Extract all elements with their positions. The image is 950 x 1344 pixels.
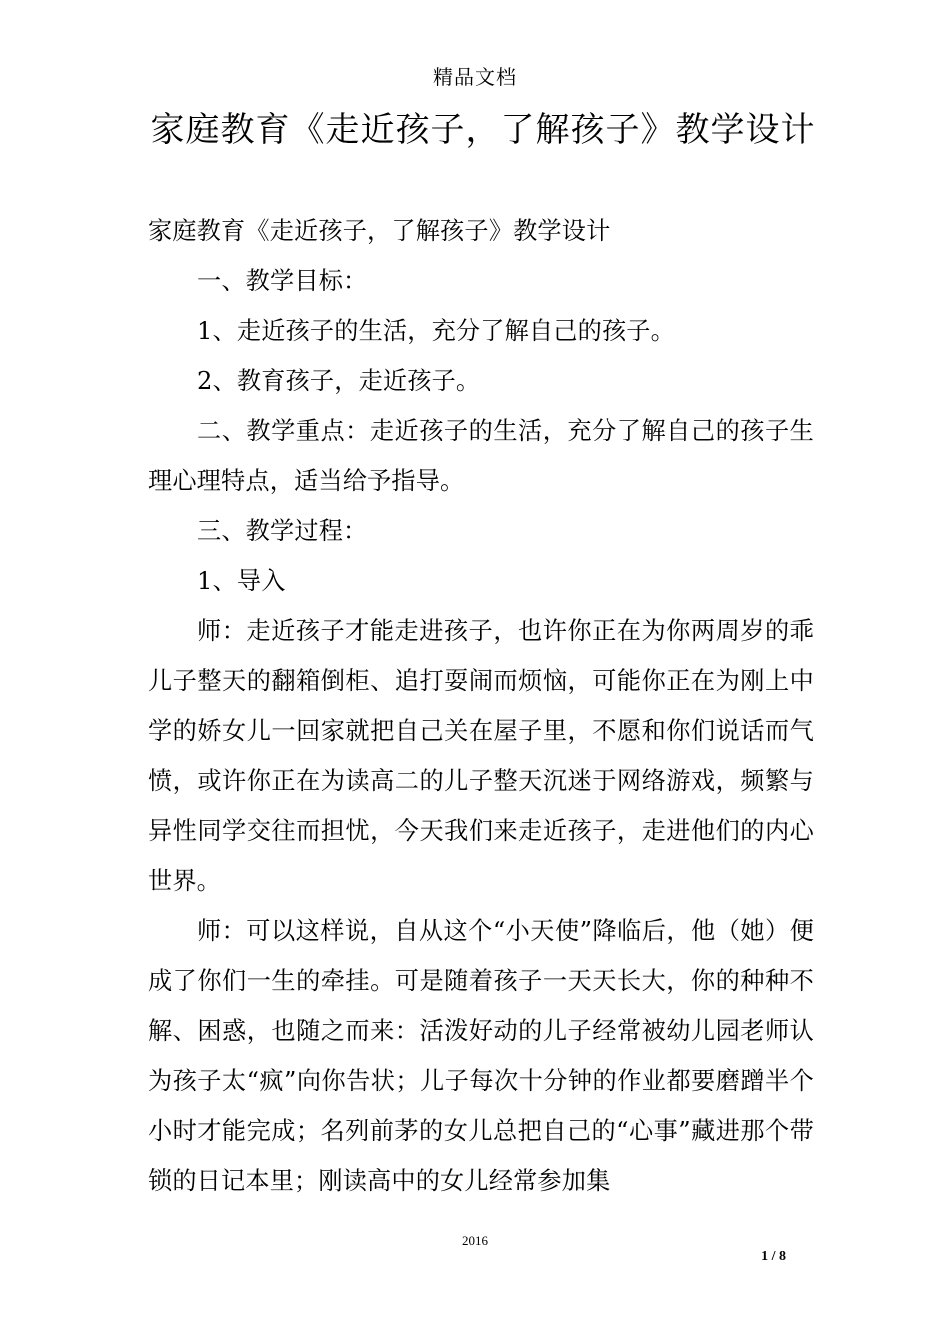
page-number: 1 / 8 xyxy=(761,1249,786,1264)
paragraph-teacher-1: 师：走近孩子才能走进孩子，也许你正在为你两周岁的乖儿子整天的翻箱倒柜、追打耍闹而烦恼，可能你正在为刚上中学的娇女儿一回家就把自己关在屋子里，不愿和你们说话而气愤，或许你正在为读高二的儿子整天沉迷于网络游戏，频繁与异性同学交往而担忧，今天我们来走近孩子，走进他们的内心世界。 xyxy=(148,617,814,895)
paragraph-heading-objectives: 一、教学目标： xyxy=(197,267,368,295)
paragraph-key-points: 二、教学重点：走近孩子的生活，充分了解自己的孩子生理心理特点，适当给予指导。 xyxy=(148,417,814,495)
paragraph-intro-heading: 1、导入 xyxy=(197,567,286,595)
paragraph-heading-process: 三、教学过程： xyxy=(197,517,368,545)
paragraph-subtitle: 家庭教育《走近孩子，了解孩子》教学设计 xyxy=(148,217,611,245)
paragraph-teacher-2: 师：可以这样说，自从这个“小天使”降临后，他（她）便成了你们一生的牵挂。可是随着孩子一天天长大，你的种种不解、困惑，也随之而来：活泼好动的儿子经常被幼儿园老师认为孩子太“疯”向你告状；儿子每次十分钟的作业都要磨蹭半个小时才能完成；名列前茅的女儿总把自己的“心事”藏进那个带锁的日记本里；刚读高中的女儿经常参加集 xyxy=(148,917,814,1195)
document-title: 家庭教育《走近孩子，了解孩子》教学设计 xyxy=(150,110,816,150)
paragraph-objective-1: 1、走近孩子的生活，充分了解自己的孩子。 xyxy=(197,317,675,345)
page-header: 精品文档 xyxy=(433,65,517,89)
document-body xyxy=(148,206,814,1206)
paragraph-objective-2: 2、教育孩子，走近孩子。 xyxy=(197,367,481,395)
footer-year: 2016 xyxy=(462,1233,488,1248)
